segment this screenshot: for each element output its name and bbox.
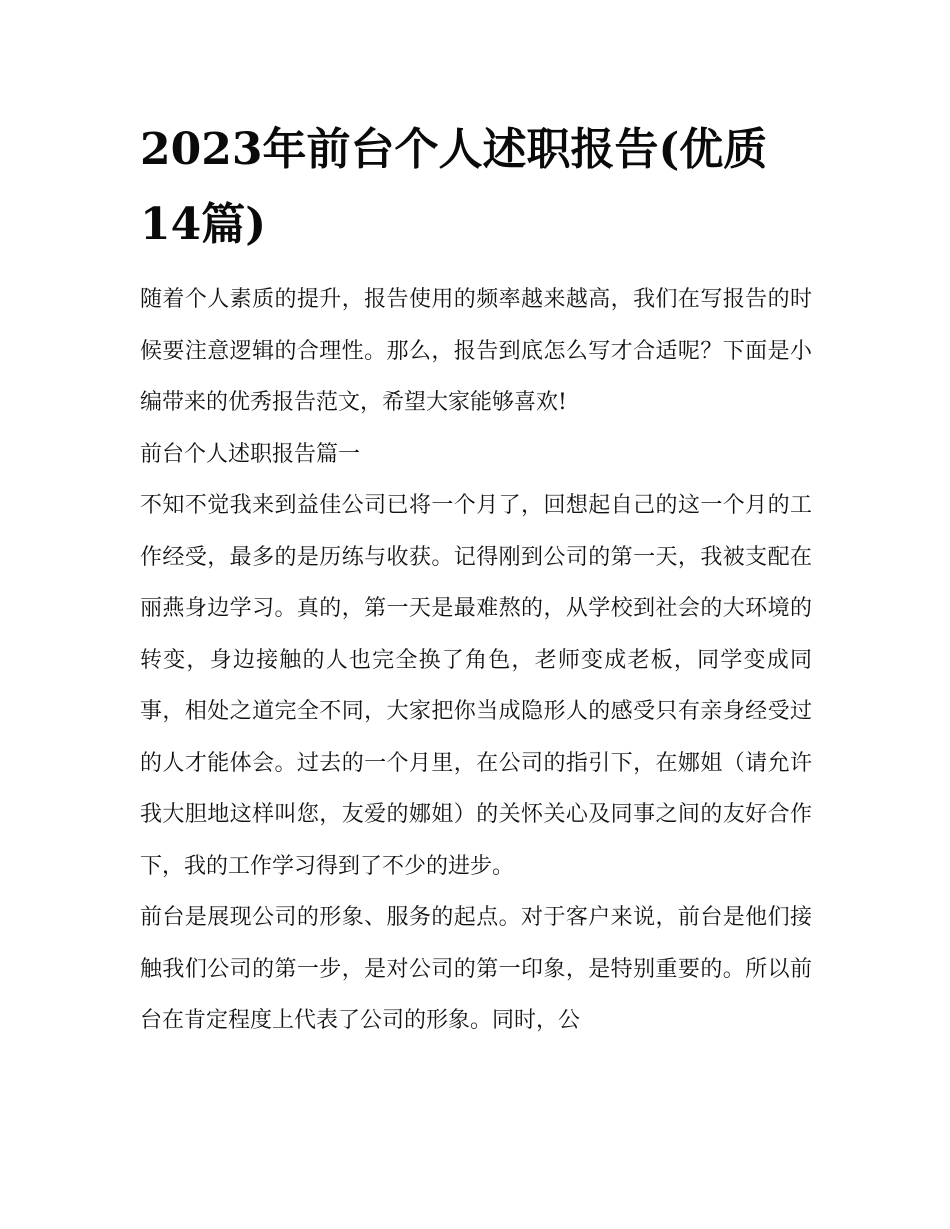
document-title: 2023年前台个人述职报告(优质14篇): [140, 124, 768, 250]
body-paragraph-2: 前台是展现公司的形象、服务的起点。对于客户来说，前台是他们接触我们公司的第一步，是对公司的第一印象，是特别重要的。所以前台在肯定程度上代表了公司的形象。同时，公: [140, 905, 812, 1033]
section-heading: 前台个人述职报告篇一: [140, 441, 361, 467]
document-content: [140, 112, 812, 1047]
intro-paragraph: 随着个人素质的提升，报告使用的频率越来越高，我们在写报告的时候要注意逻辑的合理性。那么，报告到底怎么写才合适呢？下面是小编带来的优秀报告范文，希望大家能够喜欢!: [140, 287, 812, 415]
document-body: [140, 274, 812, 1047]
body-paragraph-1: 不知不觉我来到益佳公司已将一个月了，回想起自己的这一个月的工作经受，最多的是历练与收获。记得刚到公司的第一天，我被支配在丽燕身边学习。真的，第一天是最难熬的，从学校到社会的大环境的转变，身边接触的人也完全换了角色，老师变成老板，同学变成同事，相处之道完全不同，大家把你当成隐形人的感受只有亲身经受过的人才能体会。过去的一个月里，在公司的指引下，在娜姐（请允许我大胆地这样叫您，友爱的娜姐）的关怀关心及同事之间的友好合作下，我的工作学习得到了不少的进步。: [140, 493, 812, 879]
